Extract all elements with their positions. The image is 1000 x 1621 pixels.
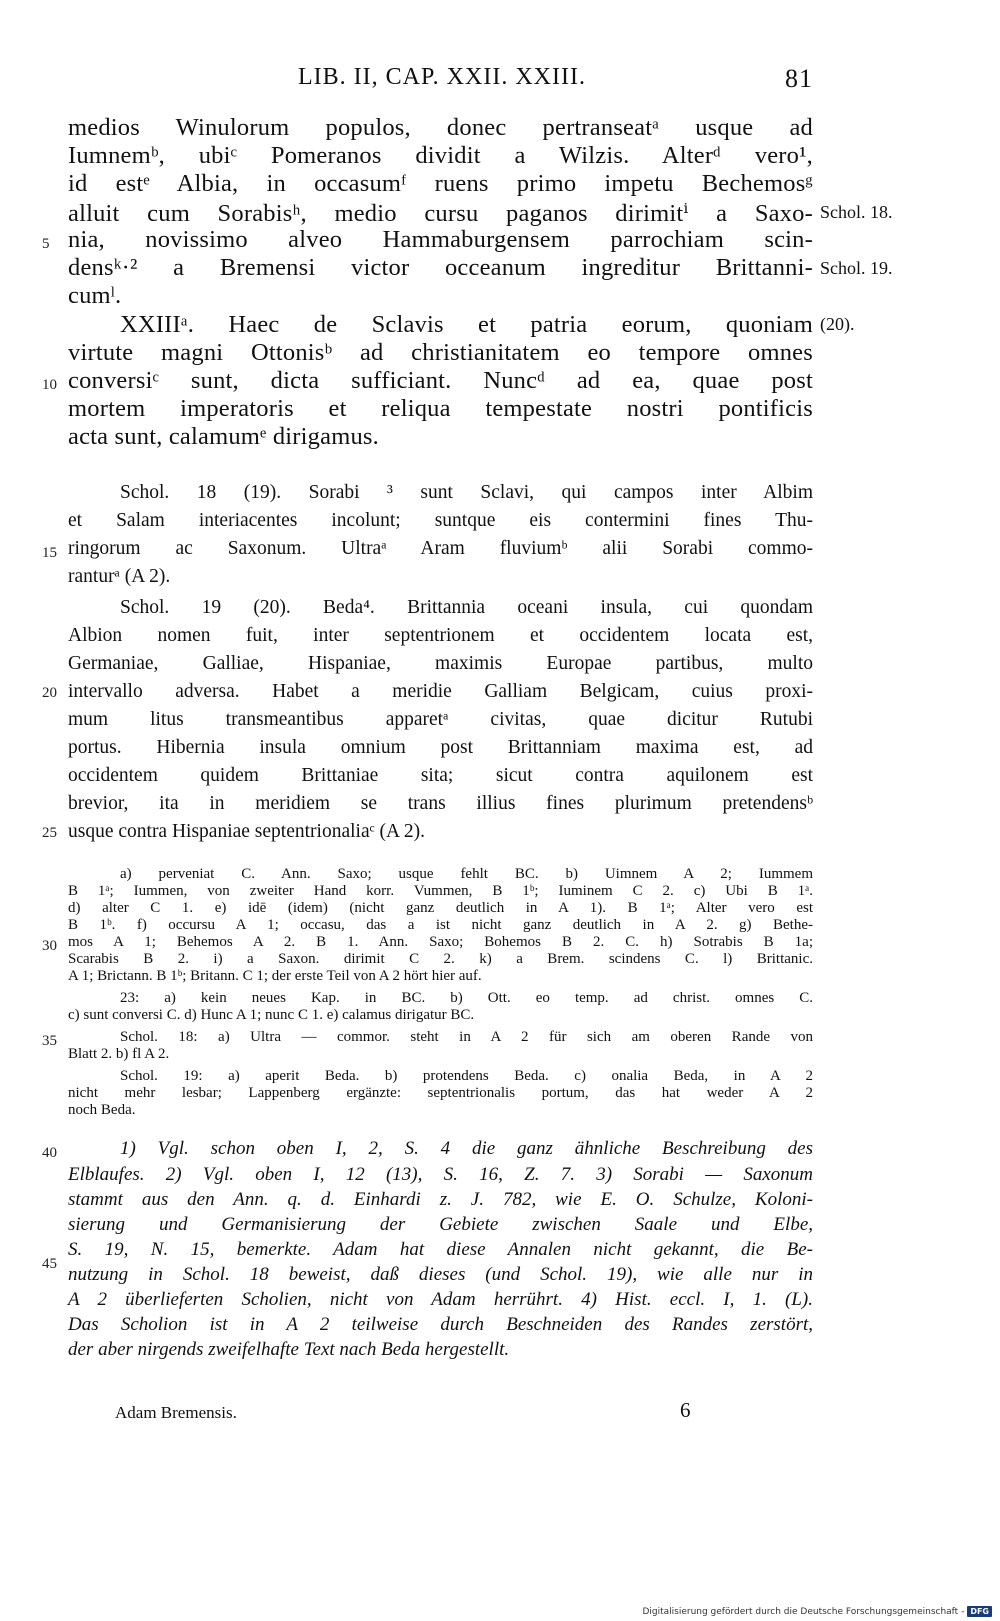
line-number: 15: [42, 545, 57, 561]
line-number: 35: [42, 1033, 57, 1049]
footnote-line: A 2 überlieferten Scholien, nicht von Adam herrührt. 4) Hist. eccl. I, 1. (L).: [68, 1289, 813, 1310]
scholion-line: occidentem quidem Brittaniae sita; sicut contra aquilonem est: [68, 765, 813, 786]
footnote-line: nutzung in Schol. 18 beweist, daß dieses (und Schol. 19), wie alle nur in: [68, 1264, 813, 1285]
scholion-line: et Salam interiacentes incolunt; suntque eis contermini fines Thu-: [68, 510, 813, 531]
apparatus-line: B 1ᵃ; Iummen, von zweiter Hand korr. Vummen, B 1ᵇ; Iuminem C 2. c) Ubi B 1ᵃ.: [68, 883, 813, 899]
footnote-line: Das Scholion ist in A 2 teilweise durch Beschneiden des Randes zerstört,: [68, 1314, 813, 1335]
running-head: LIB. II, CAP. XXII. XXIII.: [298, 64, 586, 90]
scholion-line: ringorum ac Saxonum. Ultraᵃ Aram fluviumᵇ alii Sorabi commo-: [68, 538, 813, 559]
digitization-text: Digitalisierung gefördert durch die Deutsche Forschungsgemeinschaft -: [642, 1606, 965, 1617]
scholion-line: brevior, ita in meridiem se trans illius fines plurimum pretendensᵇ: [68, 793, 813, 814]
margin-ref-schol-18: Schol. 18.: [820, 202, 893, 222]
main-line: id estᵉ Albia, in occasumᶠ ruens primo impetu Bechemosᵍ: [68, 170, 813, 197]
apparatus-line: mos A 1; Behemos A 2. B 1. Ann. Saxo; Bohemos B 2. C. h) Sotrabis B 1a;: [68, 934, 813, 950]
apparatus-line: A 1; Brictann. B 1ᵇ; Britann. C 1; der erste Teil von A 2 hört hier auf.: [68, 968, 482, 984]
scholion-line: mum litus transmeantibus apparetᵃ civitas, quae dicitur Rutubi: [68, 709, 813, 730]
margin-ref-schol-19: Schol. 19.: [820, 258, 893, 278]
main-line: Iumnemᵇ, ubiᶜ Pomeranos dividit a Wilzis. Alterᵈ vero¹,: [68, 142, 813, 169]
apparatus-line: Schol. 18: a) Ultra — commor. steht in A 2 für sich am oberen Rande von: [120, 1029, 813, 1045]
scholion-line: Schol. 18 (19). Sorabi ³ sunt Sclavi, qui campos inter Albim: [120, 482, 813, 503]
line-number: 25: [42, 825, 57, 841]
scholion-line: Germaniae, Galliae, Hispaniae, maximis Europae partibus, multo: [68, 653, 813, 674]
line-number: 20: [42, 685, 57, 701]
line-number: 40: [42, 1145, 57, 1161]
line-number: 5: [42, 236, 50, 252]
scholion-line: ranturᵃ (A 2).: [68, 566, 171, 587]
line-number: 45: [42, 1256, 57, 1272]
apparatus-line: Scarabis B 2. i) a Saxon. dirimit C 2. k) a Brem. scindens C. l) Brittanic.: [68, 951, 813, 967]
apparatus-line: nicht mehr lesbar; Lappenberg ergänzte: septentrionalis portum, das hat weder A 2: [68, 1085, 813, 1101]
footnote-line: stammt aus den Ann. q. d. Einhardi z. J. 782, wie E. O. Schulze, Koloni-: [68, 1189, 813, 1210]
apparatus-line: noch Beda.: [68, 1102, 136, 1118]
main-line: conversiᶜ sunt, dicta sufficiant. Nuncᵈ ad ea, quae post: [68, 367, 813, 394]
footnote-line: sierung und Germanisierung der Gebiete zwischen Saale und Elbe,: [68, 1214, 813, 1235]
apparatus-line: B 1ᵇ. f) occursu A 1; occasu, das a ist nicht ganz deutlich in A 2. g) Bethe-: [68, 917, 813, 933]
main-line: virtute magni Ottonisᵇ ad christianitatem eo tempore omnes: [68, 339, 813, 366]
scholion-line: Schol. 19 (20). Beda⁴. Brittannia oceani insula, cui quondam: [120, 597, 813, 618]
apparatus-line: c) sunt conversi C. d) Hunc A 1; nunc C 1. e) calamus dirigatur BC.: [68, 1007, 475, 1023]
footnote-line: Elblaufes. 2) Vgl. oben I, 12 (13), S. 16, Z. 7. 3) Sorabi — Saxonum: [68, 1164, 813, 1185]
scholion-line: intervallo adversa. Habet a meridie Galliam Belgicam, cuius proxi-: [68, 681, 813, 702]
digitization-credit: [642, 1606, 992, 1617]
sheet-number: 6: [680, 1398, 691, 1422]
scholion-line: usque contra Hispaniae septentrionaliaᶜ (A 2).: [68, 821, 425, 842]
main-line: mortem imperatoris et reliqua tempestate nostri pontificis: [68, 395, 813, 422]
main-line: nia, novissimo alveo Hammaburgensem parrochiam scin-: [68, 226, 813, 253]
footnote-line: S. 19, N. 15, bemerkte. Adam hat diese Annalen nicht gekannt, die Be-: [68, 1239, 813, 1260]
apparatus-line: Blatt 2. b) fl A 2.: [68, 1046, 170, 1062]
footnote-line: 1) Vgl. schon oben I, 2, S. 4 die ganz ähnliche Beschreibung des: [120, 1138, 813, 1159]
scholion-line: Albion nomen fuit, inter septentrionem et occidentem locata est,: [68, 625, 813, 646]
main-line: medios Winulorum populos, donec pertranseatᵃ usque ad: [68, 114, 813, 141]
chapter-start-line: XXIIIᵃ. Haec de Sclavis et patria eorum, quoniam: [120, 311, 813, 338]
apparatus-line: d) alter C 1. e) idē (idem) (nicht ganz deutlich in A 1). B 1ᵃ; Alter vero est: [68, 900, 813, 916]
dfg-logo: DFG: [967, 1606, 992, 1617]
line-number: 30: [42, 938, 57, 954]
main-line: alluit cum Sorabisʰ, medio cursu paganos dirimitⁱ a Saxo-: [68, 200, 813, 227]
main-line: acta sunt, calamumᵉ dirigamus.: [68, 423, 379, 450]
apparatus-line: a) perveniat C. Ann. Saxo; usque fehlt BC. b) Uimnem A 2; Iummem: [120, 866, 813, 882]
line-number: 10: [42, 377, 57, 393]
main-line: cumˡ.: [68, 282, 122, 309]
scholion-line: portus. Hibernia insula omnium post Brittanniam maxima est, ad: [68, 737, 813, 758]
signature-line: Adam Bremensis.: [115, 1403, 237, 1422]
footnote-line: der aber nirgends zweifelhafte Text nach Beda hergestellt.: [68, 1339, 510, 1360]
margin-ref-20: (20).: [820, 314, 855, 334]
apparatus-line: 23: a) kein neues Kap. in BC. b) Ott. eo temp. ad christ. omnes C.: [120, 990, 813, 1006]
main-line: densᵏ·² a Bremensi victor occeanum ingreditur Brittanni-: [68, 254, 813, 281]
apparatus-line: Schol. 19: a) aperit Beda. b) protendens Beda. c) onalia Beda, in A 2: [120, 1068, 813, 1084]
page-header: [68, 64, 813, 96]
page-number: 81: [785, 64, 813, 93]
